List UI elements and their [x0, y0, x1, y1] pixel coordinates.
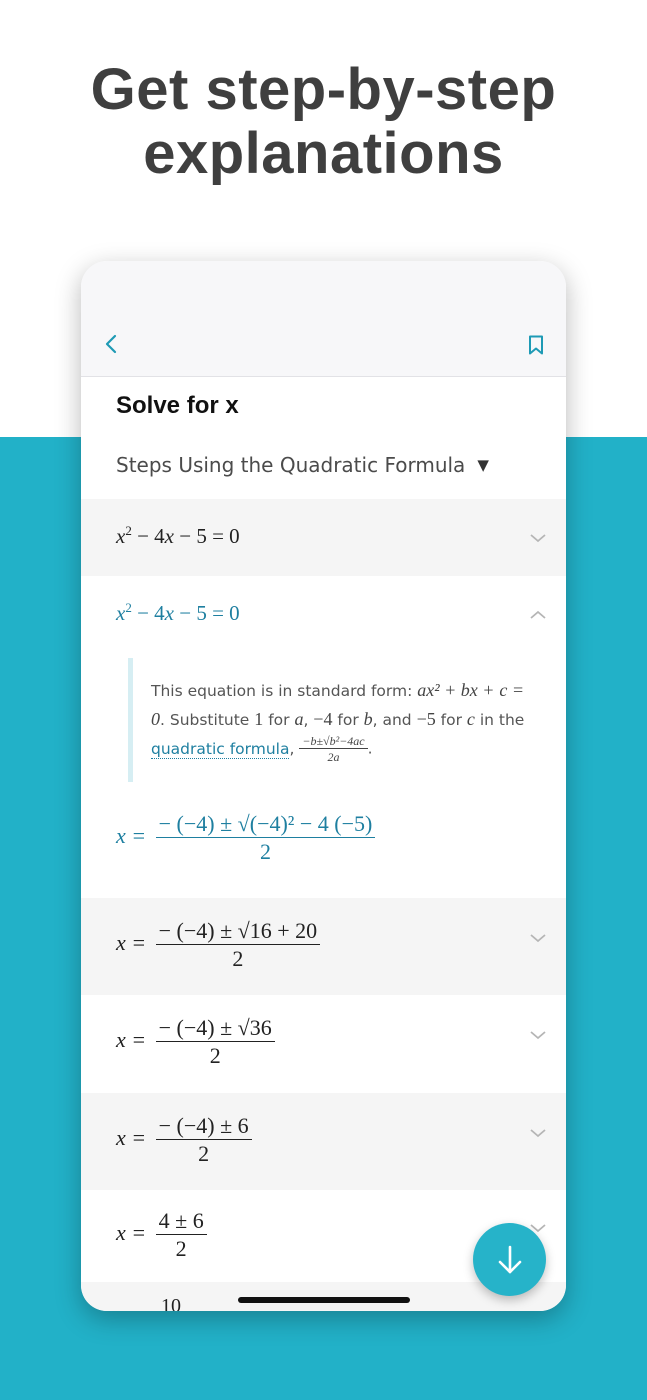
bookmark-icon[interactable]: [528, 335, 544, 355]
chevron-down-icon[interactable]: [529, 1127, 547, 1139]
formula-5: x = $\frac{4 \pm 6}{2}$: [116, 1208, 207, 1262]
headline-line-2: explanations: [143, 121, 504, 186]
headline-line-1: Get step-by-step: [90, 57, 557, 122]
explanation-text: This equation is in standard form: ax² + bx + c = 0. Substitute 1 for a, −4 for b, and −5 for c in the quadratic formula, $\frac{\text{−b±√b²−4ac}}{2a}$ .: [151, 680, 525, 764]
step-1-equation: $x^2 - 4x - 5 = 0$: [116, 523, 240, 548]
chevron-down-icon[interactable]: [529, 1029, 547, 1041]
step-2-equation: $x^2 - 4x - 5 = 0$: [116, 600, 240, 625]
quadratic-formula-fraction: $\frac{\text{−b±√b²−4ac}}{2a}$: [299, 734, 367, 764]
method-dropdown[interactable]: [116, 453, 489, 477]
formula-row-3[interactable]: [81, 995, 566, 1093]
formula-row-2[interactable]: [81, 898, 566, 995]
chevron-up-icon[interactable]: [529, 609, 547, 621]
chevron-left-icon[interactable]: [101, 333, 123, 355]
formula-1: x = $\frac{\text{− (−4) ± √(−4)² − 4 (−5)}}{2}$: [116, 811, 375, 865]
chevron-down-icon[interactable]: [529, 932, 547, 944]
step-row-1[interactable]: [81, 499, 566, 576]
page-title: Solve for x: [116, 392, 239, 419]
chevron-down-icon[interactable]: [529, 532, 547, 544]
arrow-down-icon: [495, 1243, 525, 1277]
cut-off-number: 10: [161, 1295, 181, 1311]
explanation-bar: [128, 658, 133, 782]
step-row-2[interactable]: [81, 576, 566, 656]
method-label: Steps Using the Quadratic Formula: [116, 453, 466, 477]
nav-bar: [81, 261, 566, 377]
formula-row-1: [81, 791, 566, 898]
quadratic-formula-link[interactable]: quadratic formula: [151, 739, 290, 758]
headline: [0, 58, 647, 186]
caret-down-icon: ▼: [477, 456, 489, 474]
formula-4: x = $\frac{- (-4) \pm 6}{2}$: [116, 1113, 252, 1167]
formula-3: x = $\frac{- (-4) \pm √36}{2}$: [116, 1015, 275, 1069]
phone-screen: [81, 261, 566, 1311]
formula-2: x = $\frac{- (-4) \pm √16 + 20}{2}$: [116, 918, 320, 972]
home-indicator: [238, 1297, 410, 1303]
scroll-down-button[interactable]: [473, 1223, 546, 1296]
formula-row-4[interactable]: [81, 1093, 566, 1190]
